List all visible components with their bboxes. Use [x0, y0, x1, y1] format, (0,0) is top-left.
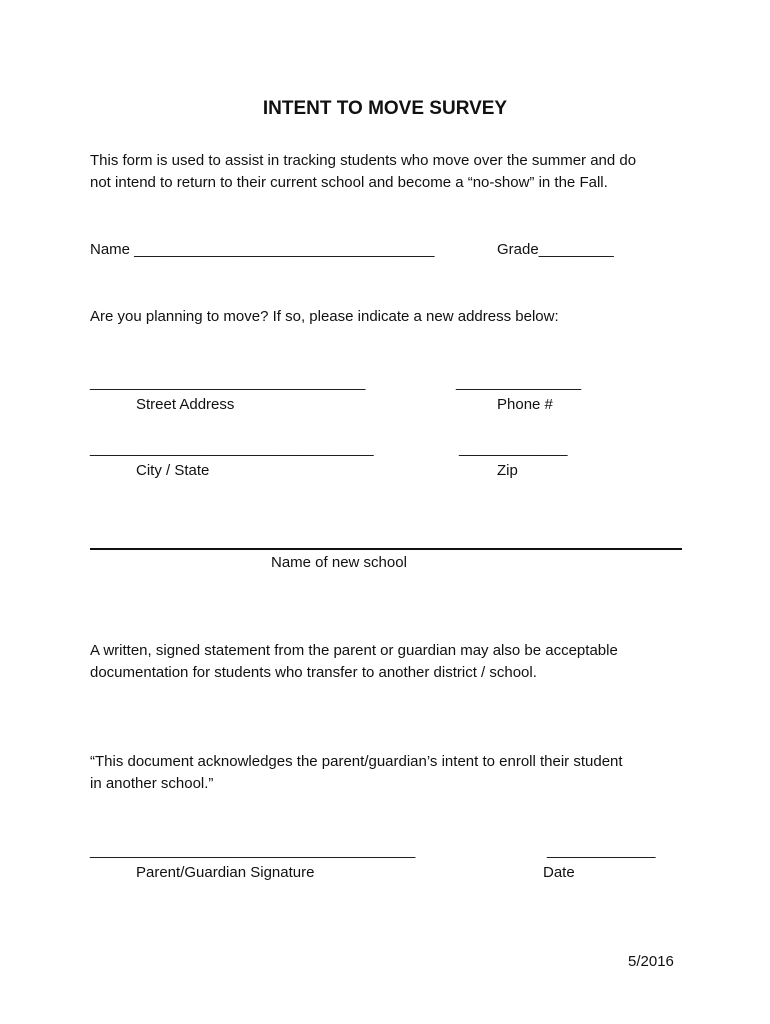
signature-label: Parent/Guardian Signature [136, 864, 315, 881]
phone-line[interactable]: _______________ [456, 374, 582, 391]
acknowledgement-line-2: in another school.” [90, 775, 214, 792]
new-school-label: Name of new school [271, 554, 407, 571]
acknowledgement-line-1: “This document acknowledges the parent/guardian’s intent to enroll their student [90, 753, 623, 770]
statement-line-2: documentation for students who transfer to another district / school. [90, 664, 537, 681]
phone-label: Phone # [497, 396, 553, 413]
name-field[interactable]: Name ____________________________________ [90, 241, 435, 258]
date-label: Date [543, 864, 575, 881]
date-line[interactable]: _____________ [547, 842, 656, 859]
intro-line-2: not intend to return to their current school and become a “no-show” in the Fall. [90, 174, 608, 191]
signature-line[interactable]: _______________________________________ [90, 842, 416, 859]
intro-line-1: This form is used to assist in tracking students who move over the summer and do [90, 152, 637, 169]
street-address-label: Street Address [136, 396, 235, 413]
street-address-line[interactable]: _________________________________ [90, 374, 366, 391]
zip-line[interactable]: _____________ [459, 440, 568, 457]
grade-field[interactable]: Grade_________ [497, 241, 614, 258]
city-state-line[interactable]: __________________________________ [90, 440, 374, 457]
form-title: INTENT TO MOVE SURVEY [262, 98, 508, 119]
move-question: Are you planning to move? If so, please indicate a new address below: [90, 308, 559, 325]
zip-label: Zip [497, 462, 518, 479]
statement-line-1: A written, signed statement from the parent or guardian may also be acceptable [90, 642, 618, 659]
city-state-label: City / State [136, 462, 210, 479]
footer-date: 5/2016 [628, 953, 674, 970]
new-school-line[interactable] [90, 548, 682, 550]
